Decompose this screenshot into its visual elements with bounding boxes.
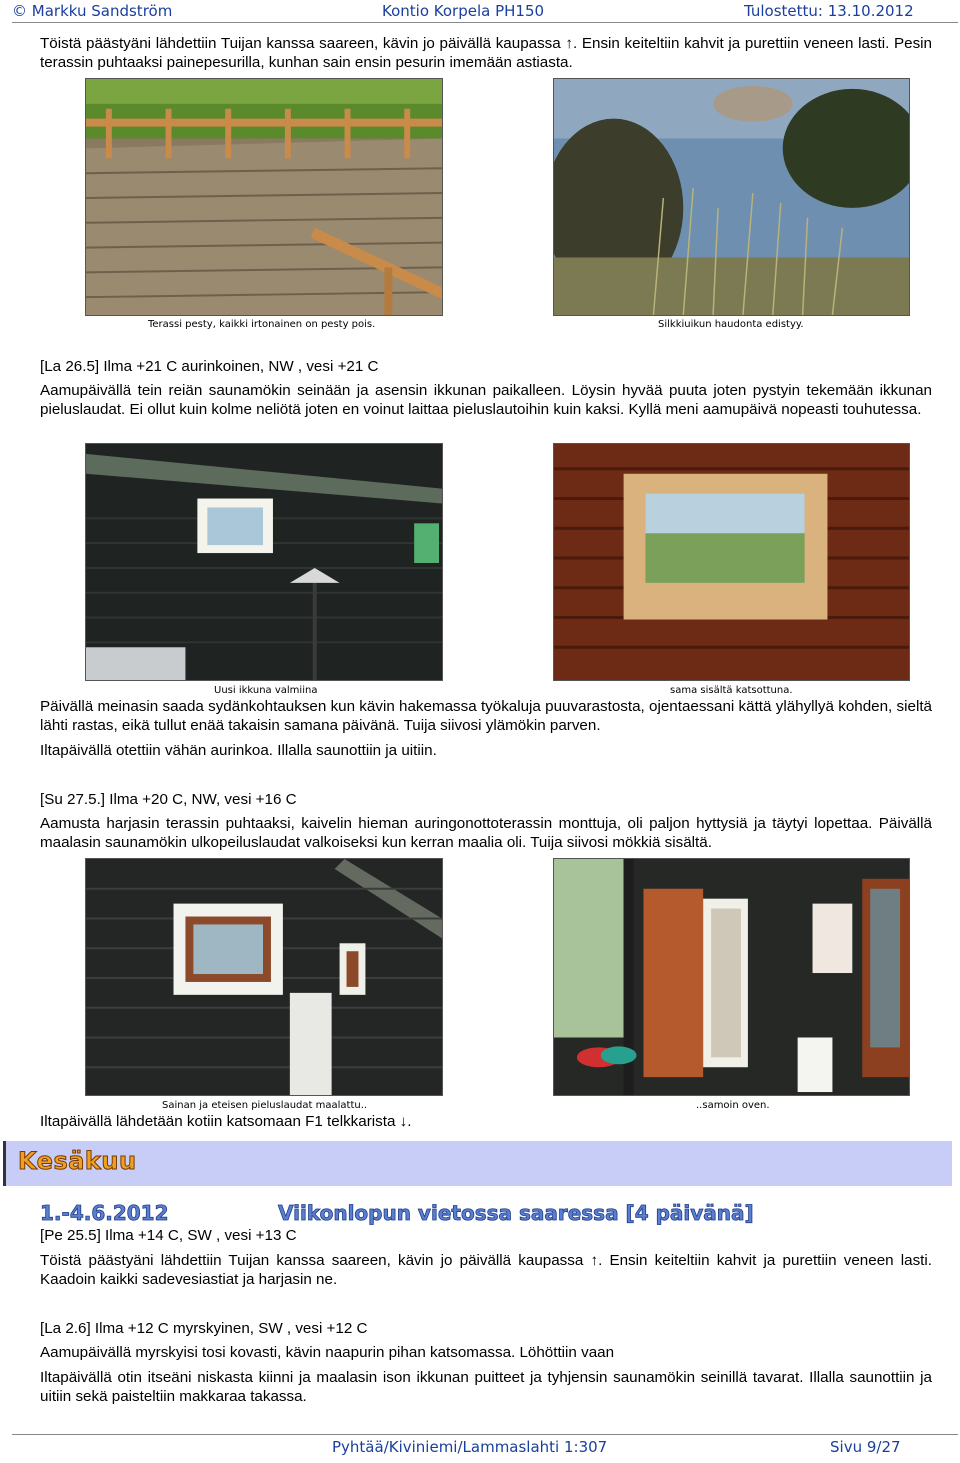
diary-date-la-26-5: [La 26.5] Ilma +21 C aurinkoinen, NW , vesi +21 C (40, 358, 379, 375)
month-title: Kesäkuu (18, 1147, 137, 1175)
photo-grebe-nest (553, 78, 910, 316)
footer-page-number: Sivu 9/27 (830, 1438, 901, 1456)
header-author: © Markku Sandström (12, 2, 173, 20)
footer-location: Pyhtää/Kiviniemi/Lammaslahti 1:307 (332, 1438, 608, 1456)
section-dates: 1.-4.6.2012 (40, 1201, 169, 1225)
photo-painted-window-frames (85, 858, 443, 1096)
paragraph-friday-arrival: Töistä päästyäni lähdettiin Tuijan kanssa saareen, kävin jo päivällä kaupassa ↑. Ensin keiteltiin kahvit ja purettiin veneen lasti. Pesin terassin puhtaaksi painepesurilla, kunhan sain ensin pesurin imemään astiasta. (40, 35, 932, 71)
photo-painted-door (553, 858, 910, 1096)
diary-date-pe-25-5: [Pe 25.5] Ilma +14 C, SW , vesi +13 C (40, 1227, 297, 1244)
diary-date-su-27-5: [Su 27.5.] Ilma +20 C, NW, vesi +16 C (40, 791, 297, 808)
paragraph-window-frames-sauna: Iltapäivällä otin itseäni niskasta kiinni ja maalasin ison ikkunan puitteet ja tyhjensin saunamökin seinillä tavarat. Illalla saunottiin ja uitiin sekä paisteltiin makkaraa takassa. (40, 1369, 932, 1405)
caption-window-inside: sama sisältä katsottuna. (670, 685, 793, 696)
caption-terrace: Terassi pesty, kaikki irtonainen on pesty pois. (148, 319, 376, 330)
diary-date-la-2-6: [La 2.6] Ilma +12 C myrskyinen, SW , vesi +12 C (40, 1320, 368, 1337)
paragraph-friday-rain-barrels: Töistä päästyäni lähdettiin Tuijan kanssa saareen, kävin jo päivällä kaupassa ↑. Ensin keiteltiin kahvit ja purettiin veneen lasti. Kaadoin kaikki sadevesiastiat ja harjasin ne. (40, 1252, 932, 1288)
header-divider (12, 22, 958, 23)
footer-divider (12, 1434, 958, 1435)
section-title: Viikonlopun vietossa saaressa [4 päivänä] (278, 1201, 754, 1225)
header-print-date: Tulostettu: 13.10.2012 (744, 2, 914, 20)
caption-door: ..samoin oven. (696, 1100, 770, 1111)
photo-washed-terrace (85, 78, 443, 316)
caption-window-outside: Uusi ikkuna valmiina (214, 685, 318, 696)
paragraph-f1: Iltapäivällä lähdetään kotiin katsomaan F1 telkkarista ↓. (40, 1113, 412, 1130)
paragraph-saturday-window: Aamupäivällä tein reiän saunamökin seinään ja asensin ikkunan paikalleen. Löysin hyvää puuta joten pystyin tekemään ikkunan pieluslaudat. Ei ollut kuin kolme neliötä joten en voinut laittaa pieluslautoihin kuin kaksi. Kyllä meni aamupäivä nopeasti touhutessa. (40, 382, 932, 418)
paragraph-storm: Aamupäivällä myrskyisi tosi kovasti, kävin naapurin pihan katsomassa. Löhöttiin vaan (40, 1344, 615, 1361)
month-banner (3, 1141, 952, 1186)
caption-grebe: Silkkiuikun haudonta edistyy. (658, 319, 804, 330)
paragraph-sunday-painting: Aamusta harjasin terassin puhtaaksi, kaivelin hieman auringonottoterassin monttuja, oli paljon hyttysiä ja täytyi lopettaa. Päivällä maalasin saunamökin ulkopeiluslaudat valkoiseksi kun kerran maalia oli. Tuija siivosi mökkiä sisältä. (40, 815, 932, 851)
photo-new-window-inside (553, 443, 910, 681)
caption-frames: Sainan ja eteisen pieluslaudat maalattu.. (162, 1100, 368, 1111)
photo-new-window-outside (85, 443, 443, 681)
paragraph-afternoon-sun: Iltapäivällä otettiin vähän aurinkoa. Illalla saunottiin ja uitiin. (40, 742, 437, 759)
paragraph-thrush: Päivällä meinasin saada sydänkohtauksen kun kävin hakemassa työkaluja puuvarastosta, ojentaessani kättä ylähyllyä kohden, sieltä lähti rastas, eikä tullut enää takaisin samana päivänä. Tuija siivosi ylämökin parven. (40, 698, 932, 734)
header-document-title: Kontio Korpela PH150 (382, 2, 545, 20)
